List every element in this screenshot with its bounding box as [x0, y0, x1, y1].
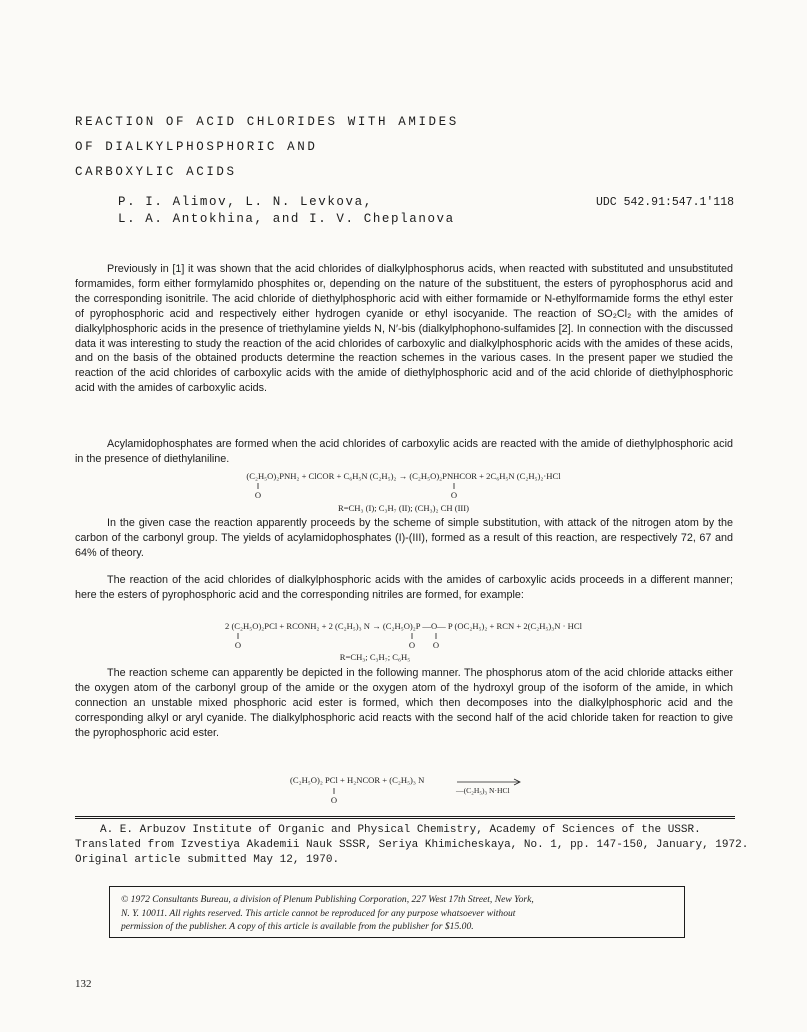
authors-line-2: L. A. Antokhina, and I. V. Cheplanova — [118, 212, 455, 226]
paragraph-intro — [75, 262, 733, 396]
equation-2-bond-3: ‖ — [434, 631, 438, 641]
page-number: 132 — [75, 978, 92, 990]
affiliation-line-1: A. E. Arbuzov Institute of Organic and Physical Chemistry, Academy of Sciences of the USSR. — [100, 824, 701, 836]
equation-2-oxygen-2: O — [408, 640, 416, 650]
affiliation-line-2: Translated from Izvestiya Akademii Nauk SSSR, Seriya Khimicheskaya, No. 1, pp. 147-150, January, 1972. — [75, 839, 749, 852]
equation-3-main: (C₂H₅O)₂ PCl + H₂NCOR + (C₂H₅)₃ N — [290, 775, 425, 785]
equation-1-bond-right: ‖ — [452, 481, 456, 491]
paragraph-1: Previously in [1] it was shown that the acid chlorides of dialkylphosphorus acids, when reacted with substituted and unsubstituted formamides, form either formylamido phosphites or, depending on the nature of the substituent, the esters of pyrophosphorus acid and the corresponding isonitrile. The acid chloride of diethylphosphoric acid with either formamide or N-ethylformamide forms the ethyl ester of pyrophosphoric acid and respectively either hydrogen cyanide or ethyl isocyanide. The reaction of SO₂Cl₂ with the amides of dialkylphosphoric acids in the presence of triethylamine yields N, N′-bis (dialkylphophono-sulfamides [2]. In connection with the discussed data it was interesting to study the reaction of the acid chlorides of carboxylic and dialkylphosphoric acids with the amides of these acids, and on the basis of the obtained products determine the reaction schemes in the various cases. In the present paper we studied the reaction of the acid chlorides of carboxylic acids with the amide of diethylphosphoric acid and of the acid chloride of diethylphosphoric acid with the amides of carboxylic acids. — [75, 263, 733, 395]
equation-3-bond: ‖ — [332, 786, 336, 796]
equation-2 — [0, 621, 807, 631]
copyright-line-3: permission of the publisher. A copy of this article is available from the publisher for $15.00. — [121, 921, 474, 933]
paragraph-5: The reaction scheme can apparently be depicted in the following manner. The phosphorus atom of the acid chloride attacks either the oxygen atom of the carbonyl group of the amide or the oxygen atom of the hydroxyl group of the isoform of the amide, in which connection an unstable mixed phosphoric acid ester is formed, which then decomposes into the dialkylphosphoric acid and the corresponding alkyl or aryl cyanide. The dialkylphosphoric acid reacts with the second half of the acid chloride taken for reaction to give the pyrophosphoric acid ester. — [75, 667, 733, 739]
title-line-3: CARBOXYLIC ACIDS — [75, 165, 237, 179]
copyright-line-1: © 1972 Consultants Bureau, a division of Plenum Publishing Corporation, 227 West 17th Street, New York, — [121, 894, 534, 905]
equation-1 — [0, 471, 807, 481]
equation-2-main: 2 (C₂H₅O)₂PCl + RCONH₂ + 2 (C₂H₅)₃ N → (C₂H₅O)₂P —O— P (OC₂H₅)₂ + RCN + 2(C₂H₅)₃N · HCl — [225, 621, 582, 631]
author-list — [118, 194, 578, 228]
footnote-divider — [75, 816, 735, 817]
paragraph-acylamido — [75, 437, 733, 467]
equation-2-substituents: R=CH₃; C₃H₇; C₆H₅ — [339, 652, 411, 662]
equation-2-bond-1: ‖ — [236, 631, 240, 641]
paragraph-3: In the given case the reaction apparently proceeds by the scheme of simple substitution, with attack of the nitrogen atom by the carbon of the carbonyl group. The yields of acylamidophosphates (I)-(III), formed as a result of this reaction, are respectively 72, 67 and 64% of theory. — [75, 517, 733, 559]
equation-1-bond-left: ‖ — [256, 481, 260, 491]
equation-1-oxygen-right: O — [450, 490, 458, 500]
paragraph-4: The reaction of the acid chlorides of dialkylphosphoric acids with the amides of carboxylic acids proceeds in a different manner; here the esters of pyrophosphoric acid and the corresponding nitriles are formed, for example: — [75, 574, 733, 601]
affiliation-line-3: Original article submitted May 12, 1970. — [75, 854, 340, 867]
udc-code: UDC 542.91:547.1'118 — [595, 196, 734, 209]
reaction-arrow-icon — [457, 778, 523, 786]
equation-2-oxygen-1: O — [234, 640, 242, 650]
paragraph-dialkyl — [75, 573, 733, 603]
affiliation-block — [75, 823, 749, 869]
equation-2-bond-2: ‖ — [410, 631, 414, 641]
equation-3-oxygen: O — [330, 795, 338, 805]
authors-line-1: P. I. Alimov, L. N. Levkova, — [118, 195, 373, 209]
equation-1-oxygen-left: O — [254, 490, 262, 500]
paragraph-2: Acylamidophosphates are formed when the acid chlorides of carboxylic acids are reacted with the amide of diethylphosphoric acid in the presence of diethylaniline. — [75, 438, 733, 465]
paragraph-substitution — [75, 516, 733, 561]
article-title — [75, 110, 715, 185]
equation-1-main: (C₂H₅O)₂PNH₂ + ClCOR + C₆H₅N (C₂H₅)₂ → (C₂H₅O)₂PNHCOR + 2C₆H₅N (C₂H₅)₂·HCl — [246, 471, 561, 481]
equation-2-oxygen-3: O — [432, 640, 440, 650]
copyright-notice — [109, 886, 685, 938]
title-line-1: REACTION OF ACID CHLORIDES WITH AMIDES — [75, 115, 459, 129]
copyright-line-2: N. Y. 10011. All rights reserved. This article cannot be reproduced for any purpose whatsoever without — [121, 907, 516, 919]
title-line-2: OF DIALKYLPHOSPHORIC AND — [75, 140, 318, 154]
equation-1-substituents: R=CH₃ (I); C₃H₇ (II); (CH₃)₂ CH (III) — [337, 503, 470, 513]
footnote-divider-2 — [75, 818, 735, 819]
equation-3-arrow-label: —(C₂H₅)₃ N·HCl — [456, 786, 510, 795]
paragraph-scheme — [75, 666, 733, 741]
